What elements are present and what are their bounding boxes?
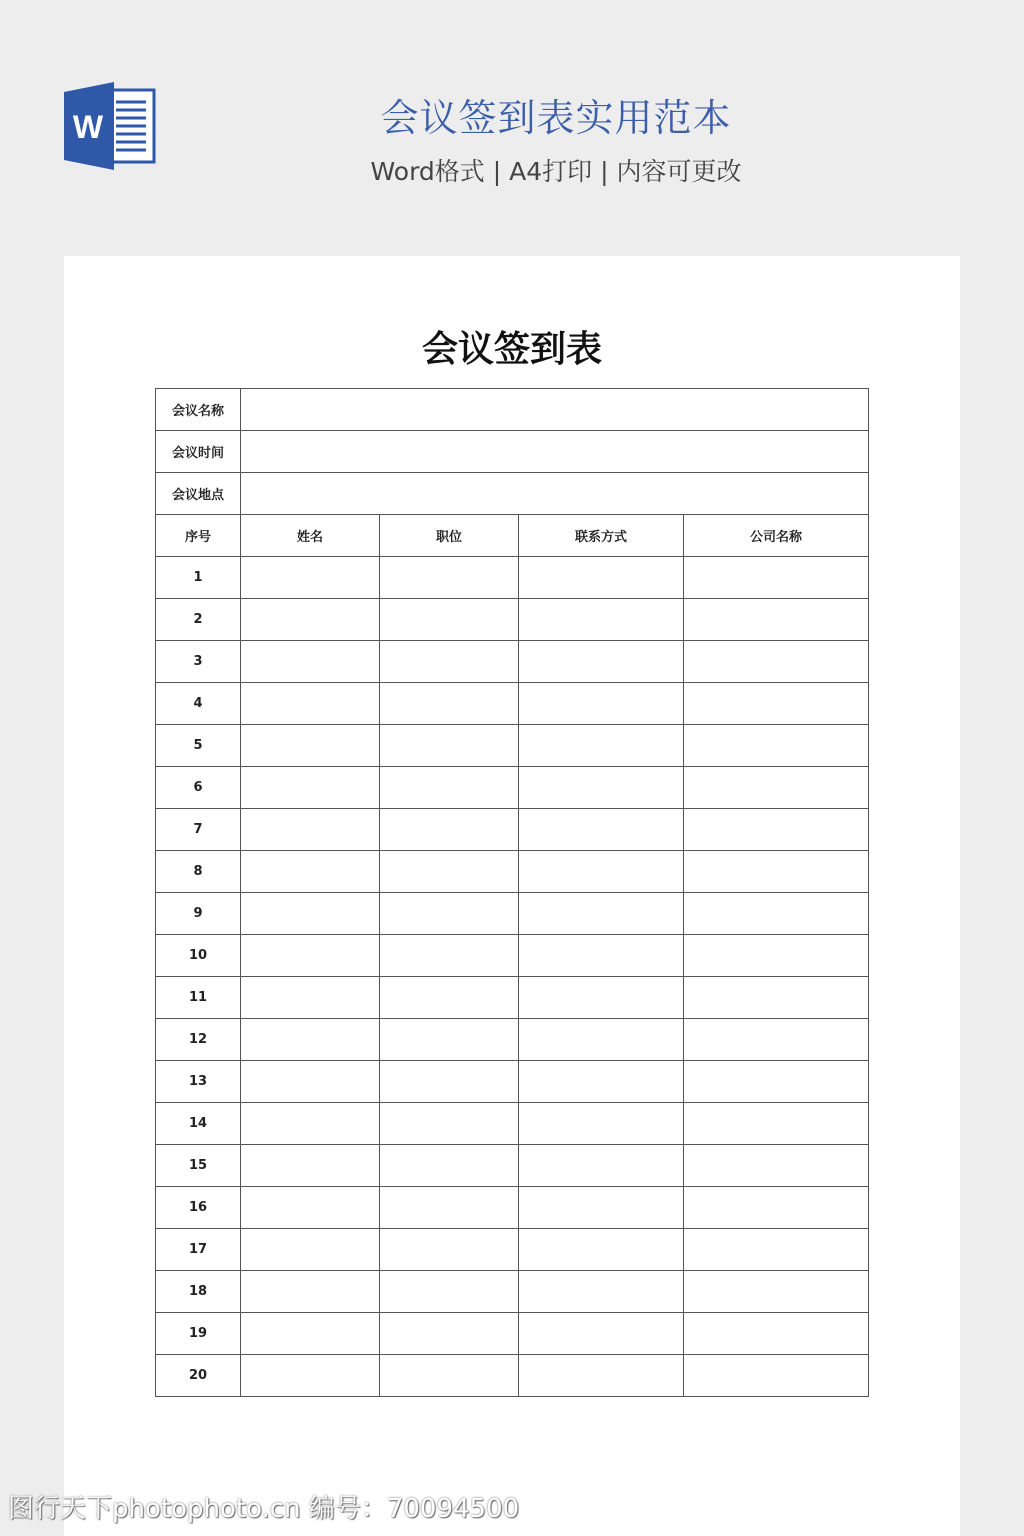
table-cell[interactable] bbox=[241, 557, 380, 599]
table-cell[interactable] bbox=[241, 977, 380, 1019]
table-row bbox=[156, 599, 869, 641]
row-number: 18 bbox=[156, 1271, 241, 1313]
table-cell[interactable] bbox=[380, 935, 519, 977]
table-cell[interactable] bbox=[380, 683, 519, 725]
table-row bbox=[156, 851, 869, 893]
table-row bbox=[156, 1229, 869, 1271]
table-cell[interactable] bbox=[519, 1145, 684, 1187]
table-cell[interactable] bbox=[684, 683, 869, 725]
table-row bbox=[156, 1355, 869, 1397]
table-cell[interactable] bbox=[241, 851, 380, 893]
table-cell[interactable] bbox=[241, 1229, 380, 1271]
row-number: 19 bbox=[156, 1313, 241, 1355]
table-cell[interactable] bbox=[684, 1271, 869, 1313]
table-cell[interactable] bbox=[241, 641, 380, 683]
table-cell[interactable] bbox=[519, 809, 684, 851]
table-cell[interactable] bbox=[519, 1019, 684, 1061]
table-cell[interactable] bbox=[380, 1313, 519, 1355]
table-cell[interactable] bbox=[519, 935, 684, 977]
table-cell[interactable] bbox=[380, 725, 519, 767]
table-cell[interactable] bbox=[684, 1229, 869, 1271]
table-cell[interactable] bbox=[241, 1103, 380, 1145]
table-cell[interactable] bbox=[684, 1355, 869, 1397]
table-cell[interactable] bbox=[684, 935, 869, 977]
table-cell[interactable] bbox=[684, 641, 869, 683]
table-row bbox=[156, 557, 869, 599]
row-number: 16 bbox=[156, 1187, 241, 1229]
row-number: 17 bbox=[156, 1229, 241, 1271]
watermark: 图行天下photophoto.cn 编号：70094500 bbox=[8, 1494, 520, 1524]
row-number: 3 bbox=[156, 641, 241, 683]
info-label: 会议地点 bbox=[156, 473, 241, 515]
row-number: 10 bbox=[156, 935, 241, 977]
table-row bbox=[156, 1019, 869, 1061]
row-number: 14 bbox=[156, 1103, 241, 1145]
table-cell[interactable] bbox=[684, 1145, 869, 1187]
row-number: 13 bbox=[156, 1061, 241, 1103]
row-number: 4 bbox=[156, 683, 241, 725]
table-cell[interactable] bbox=[380, 767, 519, 809]
word-document-icon bbox=[64, 82, 156, 170]
table-cell[interactable] bbox=[519, 1229, 684, 1271]
row-number: 2 bbox=[156, 599, 241, 641]
table-cell[interactable] bbox=[380, 977, 519, 1019]
column-header: 公司名称 bbox=[684, 515, 869, 557]
table-cell[interactable] bbox=[241, 809, 380, 851]
table-cell[interactable] bbox=[519, 851, 684, 893]
header bbox=[0, 0, 1024, 256]
table-cell[interactable] bbox=[380, 1019, 519, 1061]
table-cell[interactable] bbox=[380, 1103, 519, 1145]
row-number: 6 bbox=[156, 767, 241, 809]
info-label: 会议名称 bbox=[156, 389, 241, 431]
table-cell[interactable] bbox=[241, 1355, 380, 1397]
table-cell[interactable] bbox=[684, 725, 869, 767]
table-row bbox=[156, 893, 869, 935]
table-cell[interactable] bbox=[519, 641, 684, 683]
table-cell[interactable] bbox=[684, 1061, 869, 1103]
table-row bbox=[156, 1061, 869, 1103]
svg-text:W: W bbox=[72, 109, 104, 145]
table-cell[interactable] bbox=[684, 557, 869, 599]
table-row bbox=[156, 1313, 869, 1355]
table-cell[interactable] bbox=[380, 1355, 519, 1397]
table-cell[interactable] bbox=[519, 1271, 684, 1313]
table-cell[interactable] bbox=[519, 1355, 684, 1397]
table-cell[interactable] bbox=[519, 1103, 684, 1145]
table-cell[interactable] bbox=[380, 809, 519, 851]
column-header: 姓名 bbox=[241, 515, 380, 557]
table-row bbox=[156, 767, 869, 809]
table-row bbox=[156, 977, 869, 1019]
table-cell[interactable] bbox=[519, 1061, 684, 1103]
row-number: 9 bbox=[156, 893, 241, 935]
table-cell[interactable] bbox=[519, 725, 684, 767]
column-header: 职位 bbox=[380, 515, 519, 557]
table-row bbox=[156, 809, 869, 851]
table-row bbox=[156, 641, 869, 683]
table-cell[interactable] bbox=[380, 893, 519, 935]
table-cell[interactable] bbox=[380, 599, 519, 641]
table-cell[interactable] bbox=[684, 599, 869, 641]
row-number: 11 bbox=[156, 977, 241, 1019]
table-cell[interactable] bbox=[519, 1187, 684, 1229]
table-row bbox=[156, 683, 869, 725]
header-title: 会议签到表实用范本 bbox=[380, 96, 732, 140]
table-cell[interactable] bbox=[684, 1103, 869, 1145]
table-cell[interactable] bbox=[519, 557, 684, 599]
table-cell[interactable] bbox=[684, 1187, 869, 1229]
table-cell[interactable] bbox=[380, 1271, 519, 1313]
table-cell[interactable] bbox=[241, 935, 380, 977]
row-number: 15 bbox=[156, 1145, 241, 1187]
table-row bbox=[156, 935, 869, 977]
row-number: 5 bbox=[156, 725, 241, 767]
table-cell[interactable] bbox=[684, 977, 869, 1019]
table-cell[interactable] bbox=[380, 1187, 519, 1229]
row-number: 1 bbox=[156, 557, 241, 599]
table-cell[interactable] bbox=[241, 599, 380, 641]
table-cell[interactable] bbox=[241, 725, 380, 767]
column-header: 联系方式 bbox=[519, 515, 684, 557]
column-header: 序号 bbox=[156, 515, 241, 557]
info-value-field[interactable] bbox=[241, 389, 869, 431]
table-cell[interactable] bbox=[519, 893, 684, 935]
table-cell[interactable] bbox=[241, 1061, 380, 1103]
table-cell[interactable] bbox=[241, 893, 380, 935]
table-cell[interactable] bbox=[241, 767, 380, 809]
info-value-field[interactable] bbox=[241, 431, 869, 473]
info-value-field[interactable] bbox=[241, 473, 869, 515]
info-row bbox=[156, 389, 869, 431]
table-cell[interactable] bbox=[241, 1019, 380, 1061]
info-label: 会议时间 bbox=[156, 431, 241, 473]
table-cell[interactable] bbox=[519, 1313, 684, 1355]
table-cell[interactable] bbox=[380, 557, 519, 599]
row-number: 7 bbox=[156, 809, 241, 851]
table-cell[interactable] bbox=[684, 1019, 869, 1061]
table-cell[interactable] bbox=[380, 851, 519, 893]
table-cell[interactable] bbox=[684, 767, 869, 809]
table-cell[interactable] bbox=[241, 1313, 380, 1355]
table-row bbox=[156, 1103, 869, 1145]
table-cell[interactable] bbox=[241, 1187, 380, 1229]
table-cell[interactable] bbox=[519, 977, 684, 1019]
row-number: 8 bbox=[156, 851, 241, 893]
table-cell[interactable] bbox=[519, 767, 684, 809]
table-cell[interactable] bbox=[684, 1313, 869, 1355]
table-row bbox=[156, 725, 869, 767]
info-row bbox=[156, 431, 869, 473]
table-header-row bbox=[156, 515, 869, 557]
row-number: 20 bbox=[156, 1355, 241, 1397]
table-cell[interactable] bbox=[241, 1271, 380, 1313]
table-cell[interactable] bbox=[380, 1229, 519, 1271]
table-row bbox=[156, 1271, 869, 1313]
table-cell[interactable] bbox=[684, 893, 869, 935]
header-subtitle: Word格式 | A4打印 | 内容可更改 bbox=[370, 157, 742, 186]
table-row bbox=[156, 1187, 869, 1229]
table-cell[interactable] bbox=[241, 683, 380, 725]
table-row bbox=[156, 1145, 869, 1187]
table-cell[interactable] bbox=[380, 1061, 519, 1103]
table-cell[interactable] bbox=[684, 851, 869, 893]
sign-in-table bbox=[155, 388, 869, 1397]
table-cell[interactable] bbox=[684, 809, 869, 851]
row-number: 12 bbox=[156, 1019, 241, 1061]
table-cell[interactable] bbox=[519, 599, 684, 641]
info-row bbox=[156, 473, 869, 515]
table-cell[interactable] bbox=[519, 683, 684, 725]
table-cell[interactable] bbox=[380, 1145, 519, 1187]
table-cell[interactable] bbox=[380, 641, 519, 683]
document-title: 会议签到表 bbox=[421, 329, 602, 370]
table-cell[interactable] bbox=[241, 1145, 380, 1187]
